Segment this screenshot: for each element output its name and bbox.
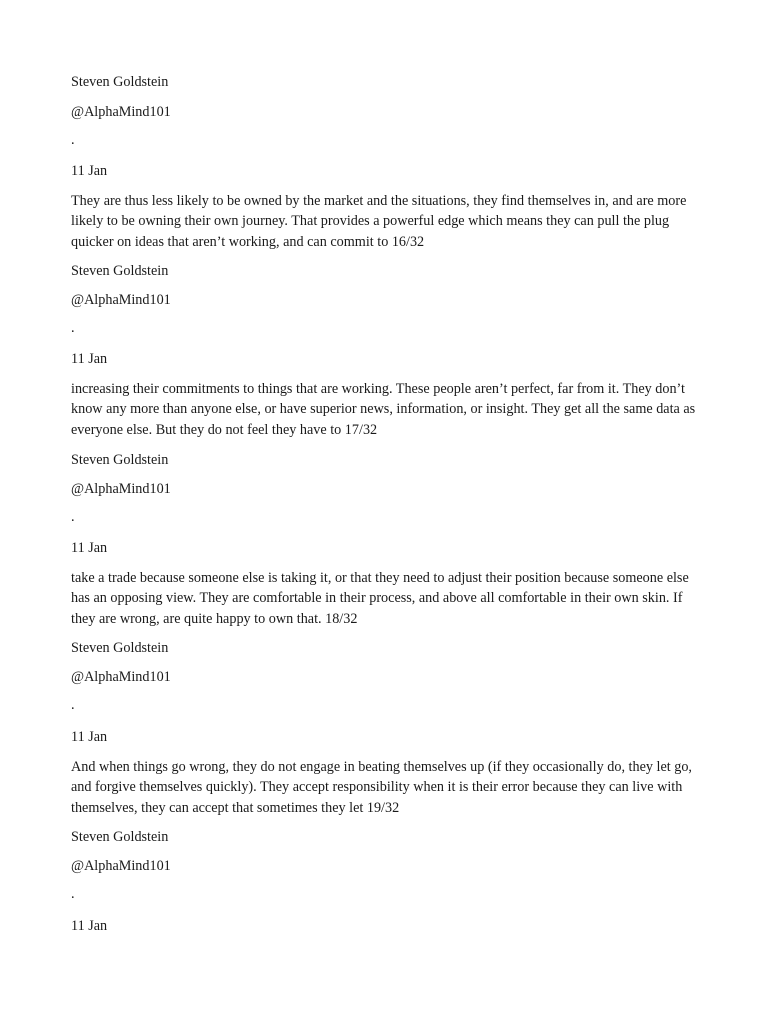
separator-dot: .	[71, 886, 75, 902]
author-name: Steven Goldstein	[71, 74, 169, 90]
author-name: Steven Goldstein	[71, 263, 169, 279]
post-text: take a trade because someone else is taking it, or that they need to adjust their position because someone else has an opposing view. They are comfortable in their process, and above all comfortable in their own skin. If they are wrong, are quite happy to own that. 18/32	[71, 570, 689, 627]
post-date: 11 Jan	[71, 729, 108, 745]
author-handle: @AlphaMind101	[71, 104, 171, 120]
post-date: 11 Jan	[71, 540, 108, 556]
separator-dot: .	[71, 697, 75, 713]
post-text: increasing their commitments to things that are working. These people aren’t perfect, far from it. They don’t know any more than anyone else, or have superior news, information, or insight. They get all the same data as everyone else. But they do not feel they have to 17/32	[71, 381, 696, 438]
author-name: Steven Goldstein	[71, 829, 169, 845]
separator-dot: .	[71, 509, 75, 525]
post-date: 11 Jan	[71, 163, 108, 179]
author-name: Steven Goldstein	[71, 452, 169, 468]
author-handle: @AlphaMind101	[71, 858, 171, 874]
post-date: 11 Jan	[71, 351, 108, 367]
separator-dot: .	[71, 132, 75, 148]
author-handle: @AlphaMind101	[71, 292, 171, 308]
author-name: Steven Goldstein	[71, 640, 169, 656]
post-text: And when things go wrong, they do not engage in beating themselves up (if they occasionally do, they let go, and forgive themselves quickly). They accept responsibility when it is their error because they can live with themselves, they can accept that sometimes they let 19/32	[71, 759, 692, 816]
author-handle: @AlphaMind101	[71, 669, 171, 685]
post-date: 11 Jan	[71, 918, 108, 934]
post-text: They are thus less likely to be owned by the market and the situations, they find themselves in, and are more likely to be owning their own journey. That provides a powerful edge which means they can pull the plug quicker on ideas that aren’t working, and can commit to 16/32	[71, 193, 687, 250]
author-handle: @AlphaMind101	[71, 481, 171, 497]
separator-dot: .	[71, 320, 75, 336]
